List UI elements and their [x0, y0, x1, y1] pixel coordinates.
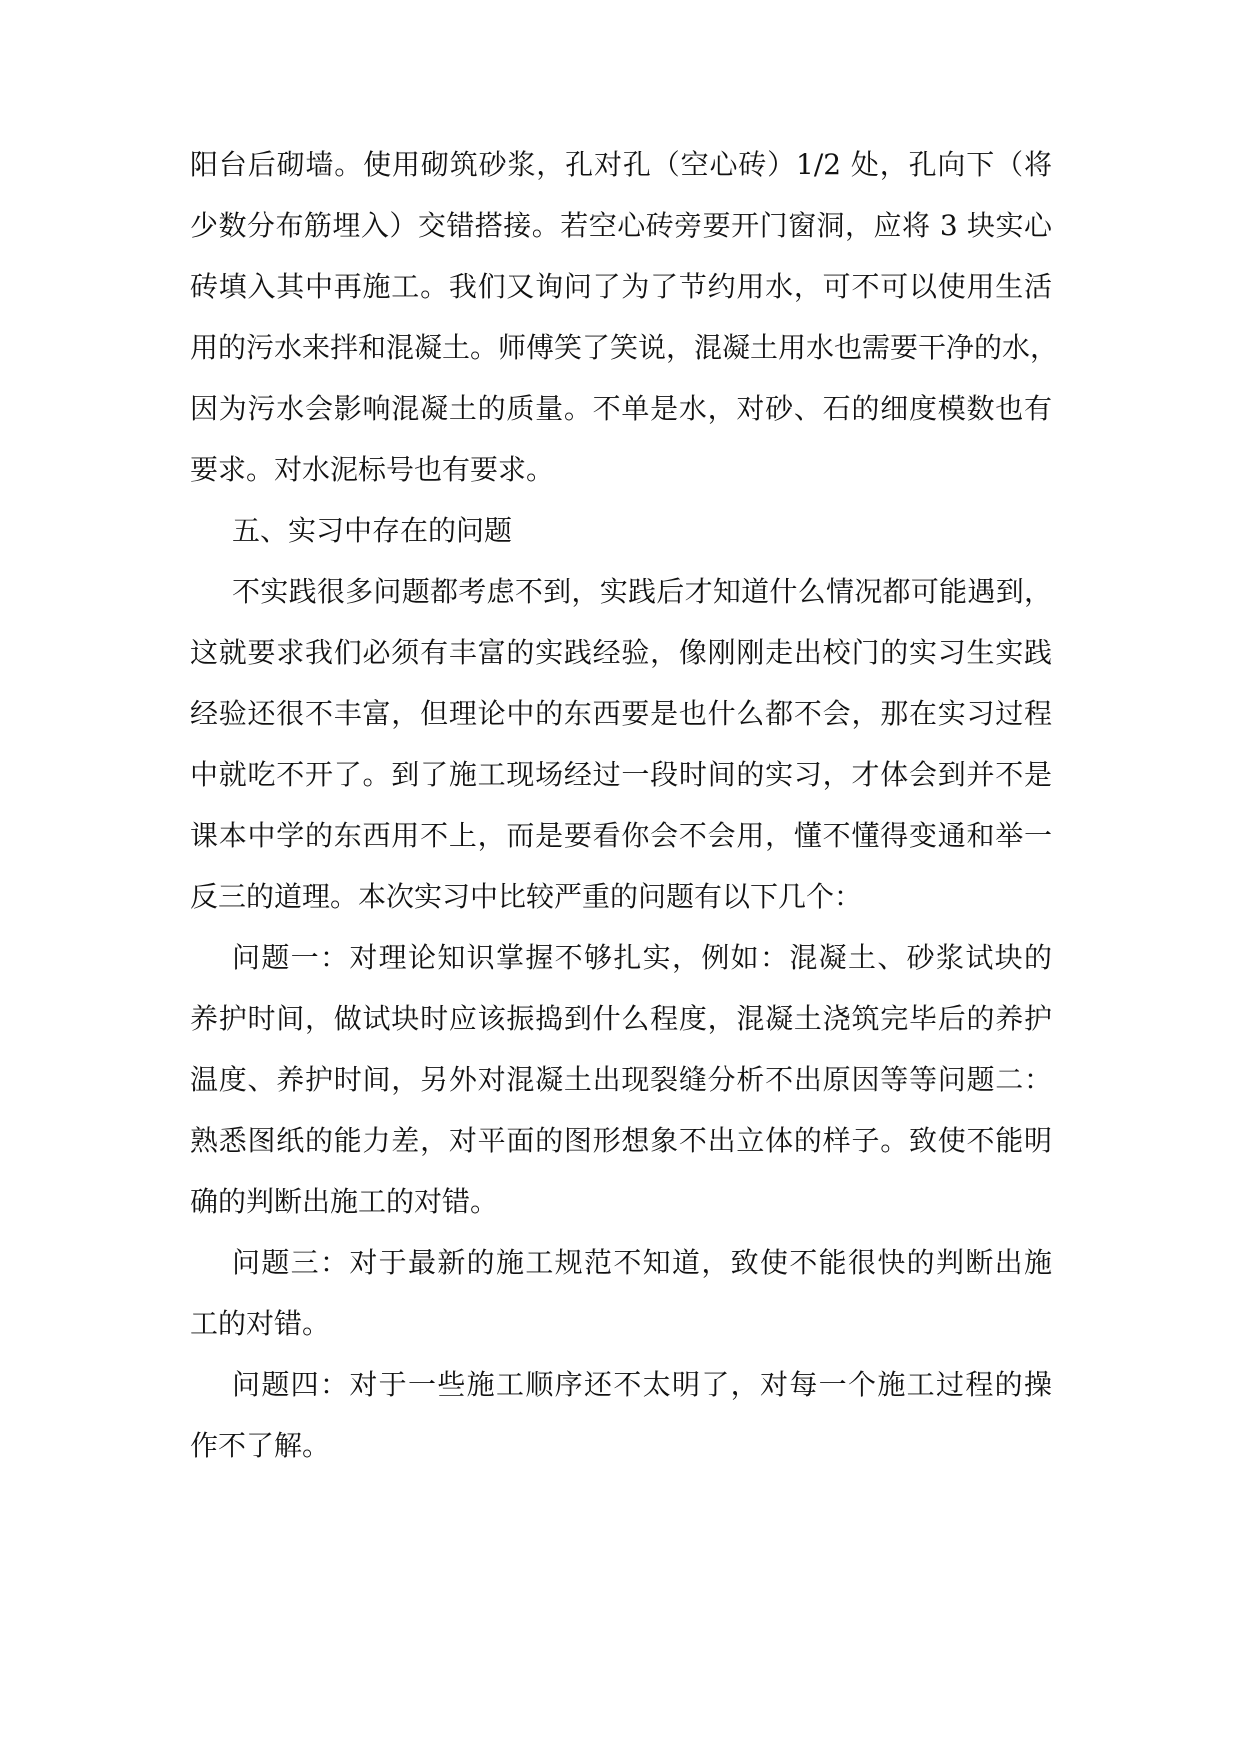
text-line: 问题四：对于一些施工顺序还不太明了，对每一个施工过程的操	[232, 1368, 1052, 1401]
section-heading: 五、实习中存在的问题	[232, 514, 513, 547]
text-line: 熟悉图纸的能力差，对平面的图形想象不出立体的样子。致使不能明	[190, 1124, 1052, 1157]
text-line: 因为污水会影响混凝土的质量。不单是水，对砂、石的细度模数也有	[190, 392, 1052, 425]
text-line: 要求。对水泥标号也有要求。	[190, 453, 555, 486]
text-line: 问题三：对于最新的施工规范不知道，致使不能很快的判断出施	[232, 1246, 1052, 1279]
text-line: 温度、养护时间，另外对混凝土出现裂缝分析不出原因等等问题二：	[190, 1063, 1052, 1096]
text-line: 少数分布筋埋入）交错搭接。若空心砖旁要开门窗洞，应将 3 块实心	[190, 209, 1052, 242]
text-line: 不实践很多问题都考虑不到，实践后才知道什么情况都可能遇到，	[232, 575, 1052, 608]
text-line: 经验还很不丰富，但理论中的东西要是也什么都不会，那在实习过程	[190, 697, 1052, 730]
text-line: 反三的道理。本次实习中比较严重的问题有以下几个：	[190, 880, 863, 913]
text-line: 中就吃不开了。到了施工现场经过一段时间的实习，才体会到并不是	[190, 758, 1052, 791]
text-line: 作不了解。	[190, 1429, 331, 1462]
text-line: 确的判断出施工的对错。	[190, 1185, 499, 1218]
text-line: 阳台后砌墙。使用砌筑砂浆，孔对孔（空心砖）1/2 处，孔向下（将	[190, 148, 1052, 181]
text-line: 工的对错。	[190, 1307, 331, 1340]
text-line: 课本中学的东西用不上，而是要看你会不会用，懂不懂得变通和举一	[190, 819, 1052, 852]
text-line: 问题一：对理论知识掌握不够扎实，例如：混凝土、砂浆试块的	[232, 941, 1052, 974]
text-line: 用的污水来拌和混凝土。师傅笑了笑说，混凝土用水也需要干净的水，	[190, 331, 1059, 364]
text-line: 养护时间，做试块时应该振捣到什么程度，混凝土浇筑完毕后的养护	[190, 1002, 1052, 1035]
text-line: 砖填入其中再施工。我们又询问了为了节约用水，可不可以使用生活	[190, 270, 1052, 303]
text-line: 这就要求我们必须有丰富的实践经验，像刚刚走出校门的实习生实践	[190, 636, 1052, 669]
